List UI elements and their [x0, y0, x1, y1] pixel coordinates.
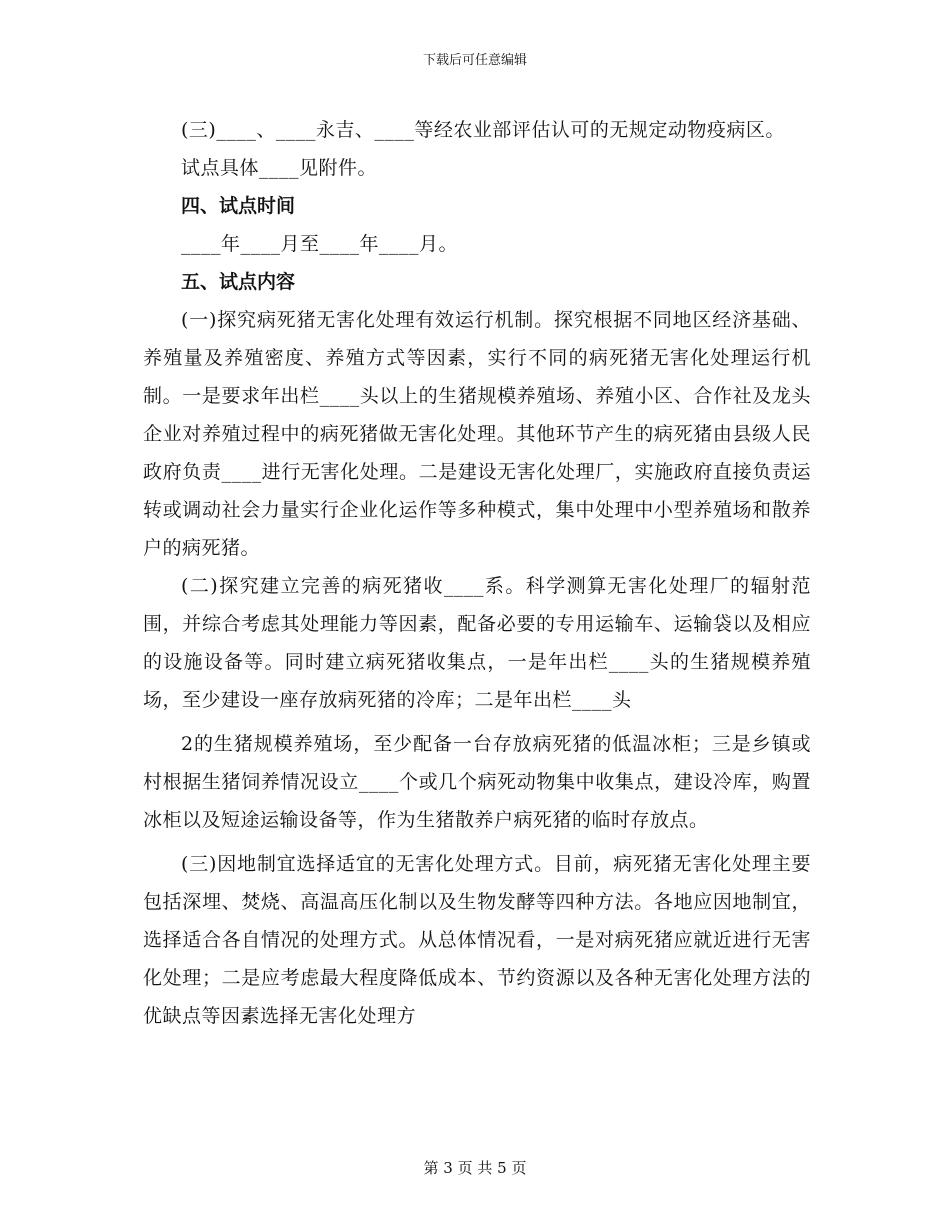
paragraph-pilot-details: 试点具体____见附件。	[181, 157, 378, 179]
paragraph-collection-system: (二)探究建立完善的病死猪收____系。科学测算无害化处理厂的辐射范围，并综合考虑其处理能力等因素，配备必要的专用运输车、运输袋以及相应的设施设备等。同时建立病死猪收集点，一是年出栏____头的生猪规模养殖场，至少建设一座存放病死猪的冷库；二是年出栏____头	[143, 575, 811, 711]
heading-pilot-content: 五、试点内容	[181, 271, 296, 293]
paragraph-treatment-methods: (三)因地制宜选择适宜的无害化处理方式。目前，病死猪无害化处理主要包括深埋、焚烧、高温高压化制以及生物发酵等四种方法。各地应因地制宜，选择适合各自情况的处理方式。从总体情况看，一是对病死猪应就近进行无害化处理；二是应考虑最大程度降低成本、节约资源以及各种无害化处理方法的优缺点等因素选择无害化处理方	[143, 853, 811, 1027]
paragraph-pilot-period: ____年____月至____年____月。	[181, 233, 459, 255]
page-number: 第 3 页 共 5 页	[423, 1159, 527, 1177]
heading-pilot-time: 四、试点时间	[181, 195, 296, 217]
document-body	[143, 111, 811, 1035]
paragraph-operation-mechanism: (一)探究病死猪无害化处理有效运行机制。探究根据不同地区经济基础、养殖量及养殖密度、养殖方式等因素，实行不同的病死猪无害化处理运行机制。一是要求年出栏____头以上的生猪规模养殖场、养殖小区、合作社及龙头企业对养殖过程中的病死猪做无害化处理。其他环节产生的病死猪由县级人民政府负责____进行无害化处理。二是建设无害化处理厂，实施政府直接负责运转或调动社会力量实行企业化运作等多种模式，集中处理中小型养殖场和散养户的病死猪。	[143, 309, 811, 559]
paragraph-exempt-zones: (三)____、____永吉、____等经农业部评估认可的无规定动物疫病区。	[181, 119, 785, 141]
paragraph-collection-points: 2的生猪规模养殖场，至少配备一台存放病死猪的低温冰柜；三是乡镇或村根据生猪饲养情况设立____个或几个病死动物集中收集点，建设冷库，购置冰柜以及短途运输设备等，作为生猪散养户病死猪的临时存放点。	[143, 733, 811, 831]
page-header: 下载后可任意编辑	[422, 53, 527, 68]
